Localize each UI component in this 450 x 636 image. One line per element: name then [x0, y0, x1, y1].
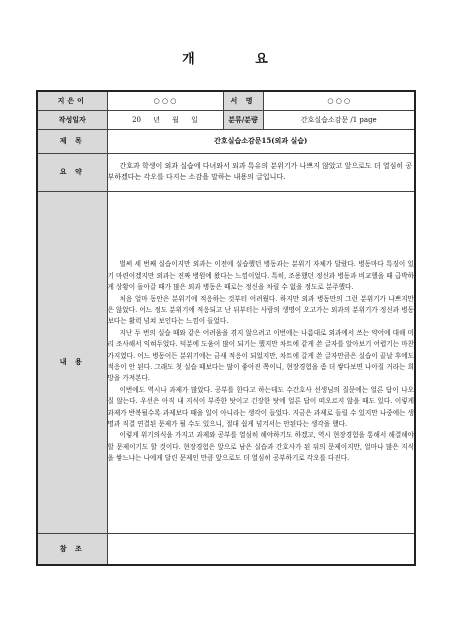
category-value: 간호실습소감문 /1 page [263, 110, 415, 129]
summary-form [36, 90, 416, 566]
submitter-label: 지은이 [37, 91, 107, 110]
content-paragraph: 이렇게 위기의식을 가지고 과제와 공부를 열심히 해야하기도 하겠고, 역시 현장경험을 통해서 해결해야 할 문제이기도 할 것이다. 현장경험은 앞으로 남은 실습과 간호사가 된 뒤의 문제이지만, 얼마나 많은 지식을 쌓느냐는 나에게 달린 문제인 만큼 앞으로도 더 열심히 공부하기로 각오를 다진다. [107, 431, 414, 463]
content-paragraph: 벌써 세 번째 실습이지만 외과는 이전에 실습했던 병동과는 분위기 자체가 달랐다. 병동마다 특징이 있기 마련이겠지만 외과는 진짜 병원에 왔다는 느낌이었다. 특히, 조용했던 정신과 병동과 비교했을 때 급박하게 상황이 돌아갈 때가 많은 외과 병동은 때로는 정신을 차릴 수 없을 정도로 분주했다. [107, 260, 414, 292]
summary-label: 요 약 [37, 153, 107, 191]
date-value: 20 년 월 일 [107, 110, 223, 129]
content-paragraph: 처음 얼마 동안은 분위기에 적응하는 것부터 어려웠다. 하지만 외과 병동만의 그런 분위기가 나쁘지만은 않았다. 어느 정도 분위기에 적응되고 난 뒤부터는 사람의 생명이 오고가는 외과의 분위기가 정신과 병동보다는 활력 넘쳐 보인다는 느낌이 들었다. [107, 294, 414, 326]
content-label: 내 용 [37, 191, 107, 533]
reviewer-value: ○ ○ ○ [263, 91, 415, 110]
page-title: 개 요 [182, 52, 296, 67]
category-label: 분류/분량 [223, 110, 263, 129]
summary-text: 간호과 학생이 외과 실습에 다녀와서 외과 특유의 분위기가 나쁘지 않았고 앞으로도 더 열심히 공부하겠다는 각오를 다지는 소감을 말하는 내용의 글입니다. [107, 153, 415, 191]
content-paragraph: 이번에도 역시나 과제가 많았다. 공부를 한다고 하는데도 수간호사 선생님의 질문에는 얼른 답이 나오질 않는다. 우선은 아직 내 지식이 부족한 탓이고 긴장한 탓에 얼른 답이 떠오르지 않을 때도 있다. 이렇게 과제가 반복될수록 과제보다 때을 일이 아니라는 생각이 들었다. 지금은 과제로 들릴 수 있지만 나중에는 생명과 직결 연결된 문제가 될 수도 있으니, 절대 쉽게 넘겨서는 안된다는 생각을 했다. [107, 385, 414, 429]
subject-label: 제 목 [37, 129, 107, 153]
content-paragraph: 지난 두 번의 실습 때와 같은 어려움을 겪지 않으려고 이번에는 나름대로 외과에서 쓰는 약어에 대해 미리 조사해서 익혀두었다. 덕분에 도움이 많이 되기는 했지만 차트에 같게 쓴 글자를 알아보기 어렵기는 마찬가지였다. 어느 병동이든 분위기에는 금새 적응이 되었지만, 차트에 갈게 쓴 글자만큼은 실습이 끝날 후에도 적응이 안 된다. 그래도 첫 실습 때보다는 많이 좋아진 쪽이니, 현장경험을 좀 더 쌓다보면 나아질 거라는 희망을 가져본다. [107, 328, 414, 383]
submitter-value: ○ ○ ○ [107, 91, 223, 110]
date-label: 작성일자 [37, 110, 107, 129]
reference-value [107, 533, 415, 565]
reference-label: 참 조 [37, 533, 107, 565]
subject-value: 간호실습소감문15(외과 실습) [107, 129, 415, 153]
reviewer-label: 서 명 [223, 91, 263, 110]
content-body [107, 191, 415, 533]
